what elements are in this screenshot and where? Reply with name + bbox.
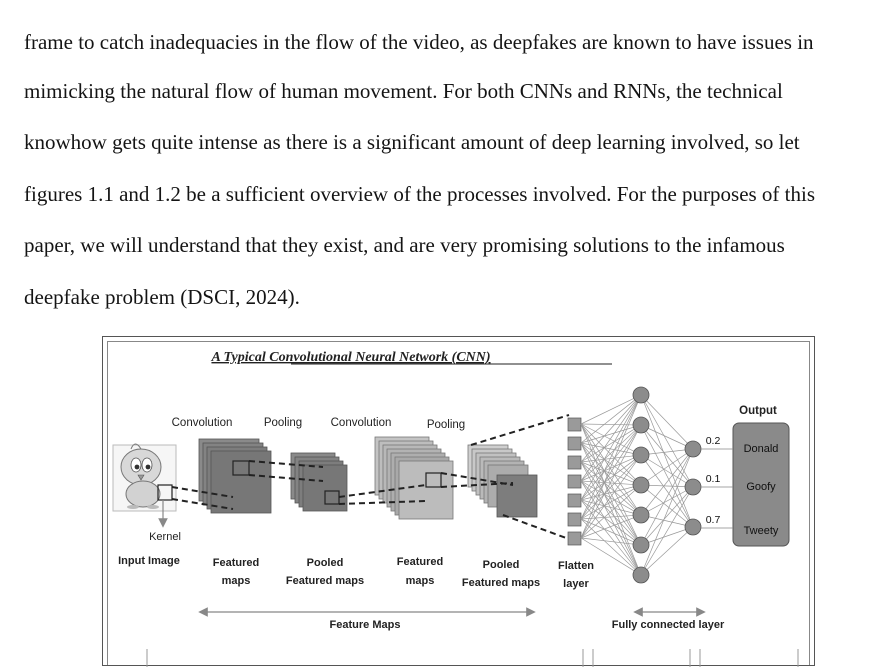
hidden-node bbox=[633, 387, 649, 403]
pooled-maps-1 bbox=[291, 453, 347, 511]
label-pooling-2: Pooling bbox=[426, 419, 466, 431]
output-node bbox=[685, 441, 701, 457]
label-pooling-1: Pooling bbox=[263, 417, 303, 429]
label-flatten-line2: layer bbox=[563, 578, 589, 590]
fc-edge bbox=[581, 424, 641, 575]
cnn-figure bbox=[102, 336, 815, 666]
output-node bbox=[685, 479, 701, 495]
hidden-node bbox=[633, 477, 649, 493]
label-featured-maps-2-line2: maps bbox=[405, 575, 435, 587]
fc-edge bbox=[581, 425, 641, 519]
label-output: Output bbox=[739, 405, 777, 417]
label-input-image: Input Image bbox=[118, 555, 180, 567]
output-label-tweety: Tweety bbox=[743, 525, 779, 537]
hidden-node bbox=[633, 507, 649, 523]
fc-edge bbox=[581, 462, 641, 545]
flatten-cell bbox=[568, 475, 581, 488]
label-kernel: Kernel bbox=[149, 531, 181, 543]
label-flatten-line1: Flatten bbox=[557, 560, 595, 572]
featured-maps-2 bbox=[375, 437, 453, 519]
output-node bbox=[685, 519, 701, 535]
label-pooled-2-line1: Pooled bbox=[482, 559, 520, 571]
hidden-node bbox=[633, 567, 649, 583]
hidden-node bbox=[633, 447, 649, 463]
fc-nodes bbox=[633, 387, 701, 583]
input-image bbox=[113, 444, 176, 511]
prob-tweety: 0.7 bbox=[705, 514, 721, 526]
fc-edge bbox=[641, 395, 693, 527]
flatten-cell bbox=[568, 418, 581, 431]
flatten-cell bbox=[568, 437, 581, 450]
pooled-maps-2 bbox=[468, 445, 537, 517]
label-feature-maps-span: Feature Maps bbox=[329, 619, 401, 631]
fc-edge bbox=[641, 425, 693, 449]
body-line-6: deepfake problem (DSCI, 2024). bbox=[24, 285, 300, 309]
cnn-diagram bbox=[103, 337, 816, 667]
body-line-5: paper, we will understand that they exist, and are very promising solutions to the infamous bbox=[24, 233, 785, 257]
fc-edge bbox=[581, 455, 641, 538]
label-convolution-1: Convolution bbox=[171, 417, 233, 429]
prob-goofy: 0.1 bbox=[705, 473, 721, 485]
body-line-2: mimicking the natural flow of human movement. For both CNNs and RNNs, the technical bbox=[24, 79, 783, 103]
output-label-goofy: Goofy bbox=[746, 481, 776, 493]
fc-edge bbox=[581, 425, 641, 443]
flatten-cell bbox=[568, 532, 581, 545]
label-featured-maps-1-line2: maps bbox=[221, 575, 251, 587]
fc-edge bbox=[581, 424, 641, 425]
fc-edge bbox=[641, 527, 693, 575]
prob-donald: 0.2 bbox=[705, 435, 721, 447]
body-line-4: figures 1.1 and 1.2 be a sufficient overview of the processes involved. For the purposes of this bbox=[24, 182, 816, 206]
label-featured-maps-1-line1: Featured bbox=[212, 557, 260, 569]
label-pooled-2-line2: Featured maps bbox=[461, 577, 541, 589]
label-pooled-1-line1: Pooled bbox=[306, 557, 344, 569]
cropped-lower-marks bbox=[147, 649, 798, 667]
label-convolution-2: Convolution bbox=[330, 417, 392, 429]
output-label-donald: Donald bbox=[743, 443, 779, 455]
flatten-cell bbox=[568, 513, 581, 526]
figure-title: A Typical Convolutional Neural Network (CNN) bbox=[211, 350, 491, 365]
hidden-node bbox=[633, 417, 649, 433]
body-line-1: frame to catch inadequacies in the flow of the video, as deepfakes are known to have issues in bbox=[24, 30, 814, 54]
flatten-cell bbox=[568, 456, 581, 469]
fc-edge bbox=[581, 395, 641, 424]
label-fully-connected-span: Fully connected layer bbox=[611, 619, 725, 631]
body-line-3: knowhow gets quite intense as there is a significant amount of deep learning involved, so let bbox=[24, 130, 800, 154]
label-featured-maps-2-line1: Featured bbox=[396, 556, 444, 568]
flatten-layer bbox=[568, 418, 581, 545]
fc-edge bbox=[581, 395, 641, 538]
hidden-node bbox=[633, 537, 649, 553]
flatten-cell bbox=[568, 494, 581, 507]
label-pooled-1-line2: Featured maps bbox=[285, 575, 365, 587]
